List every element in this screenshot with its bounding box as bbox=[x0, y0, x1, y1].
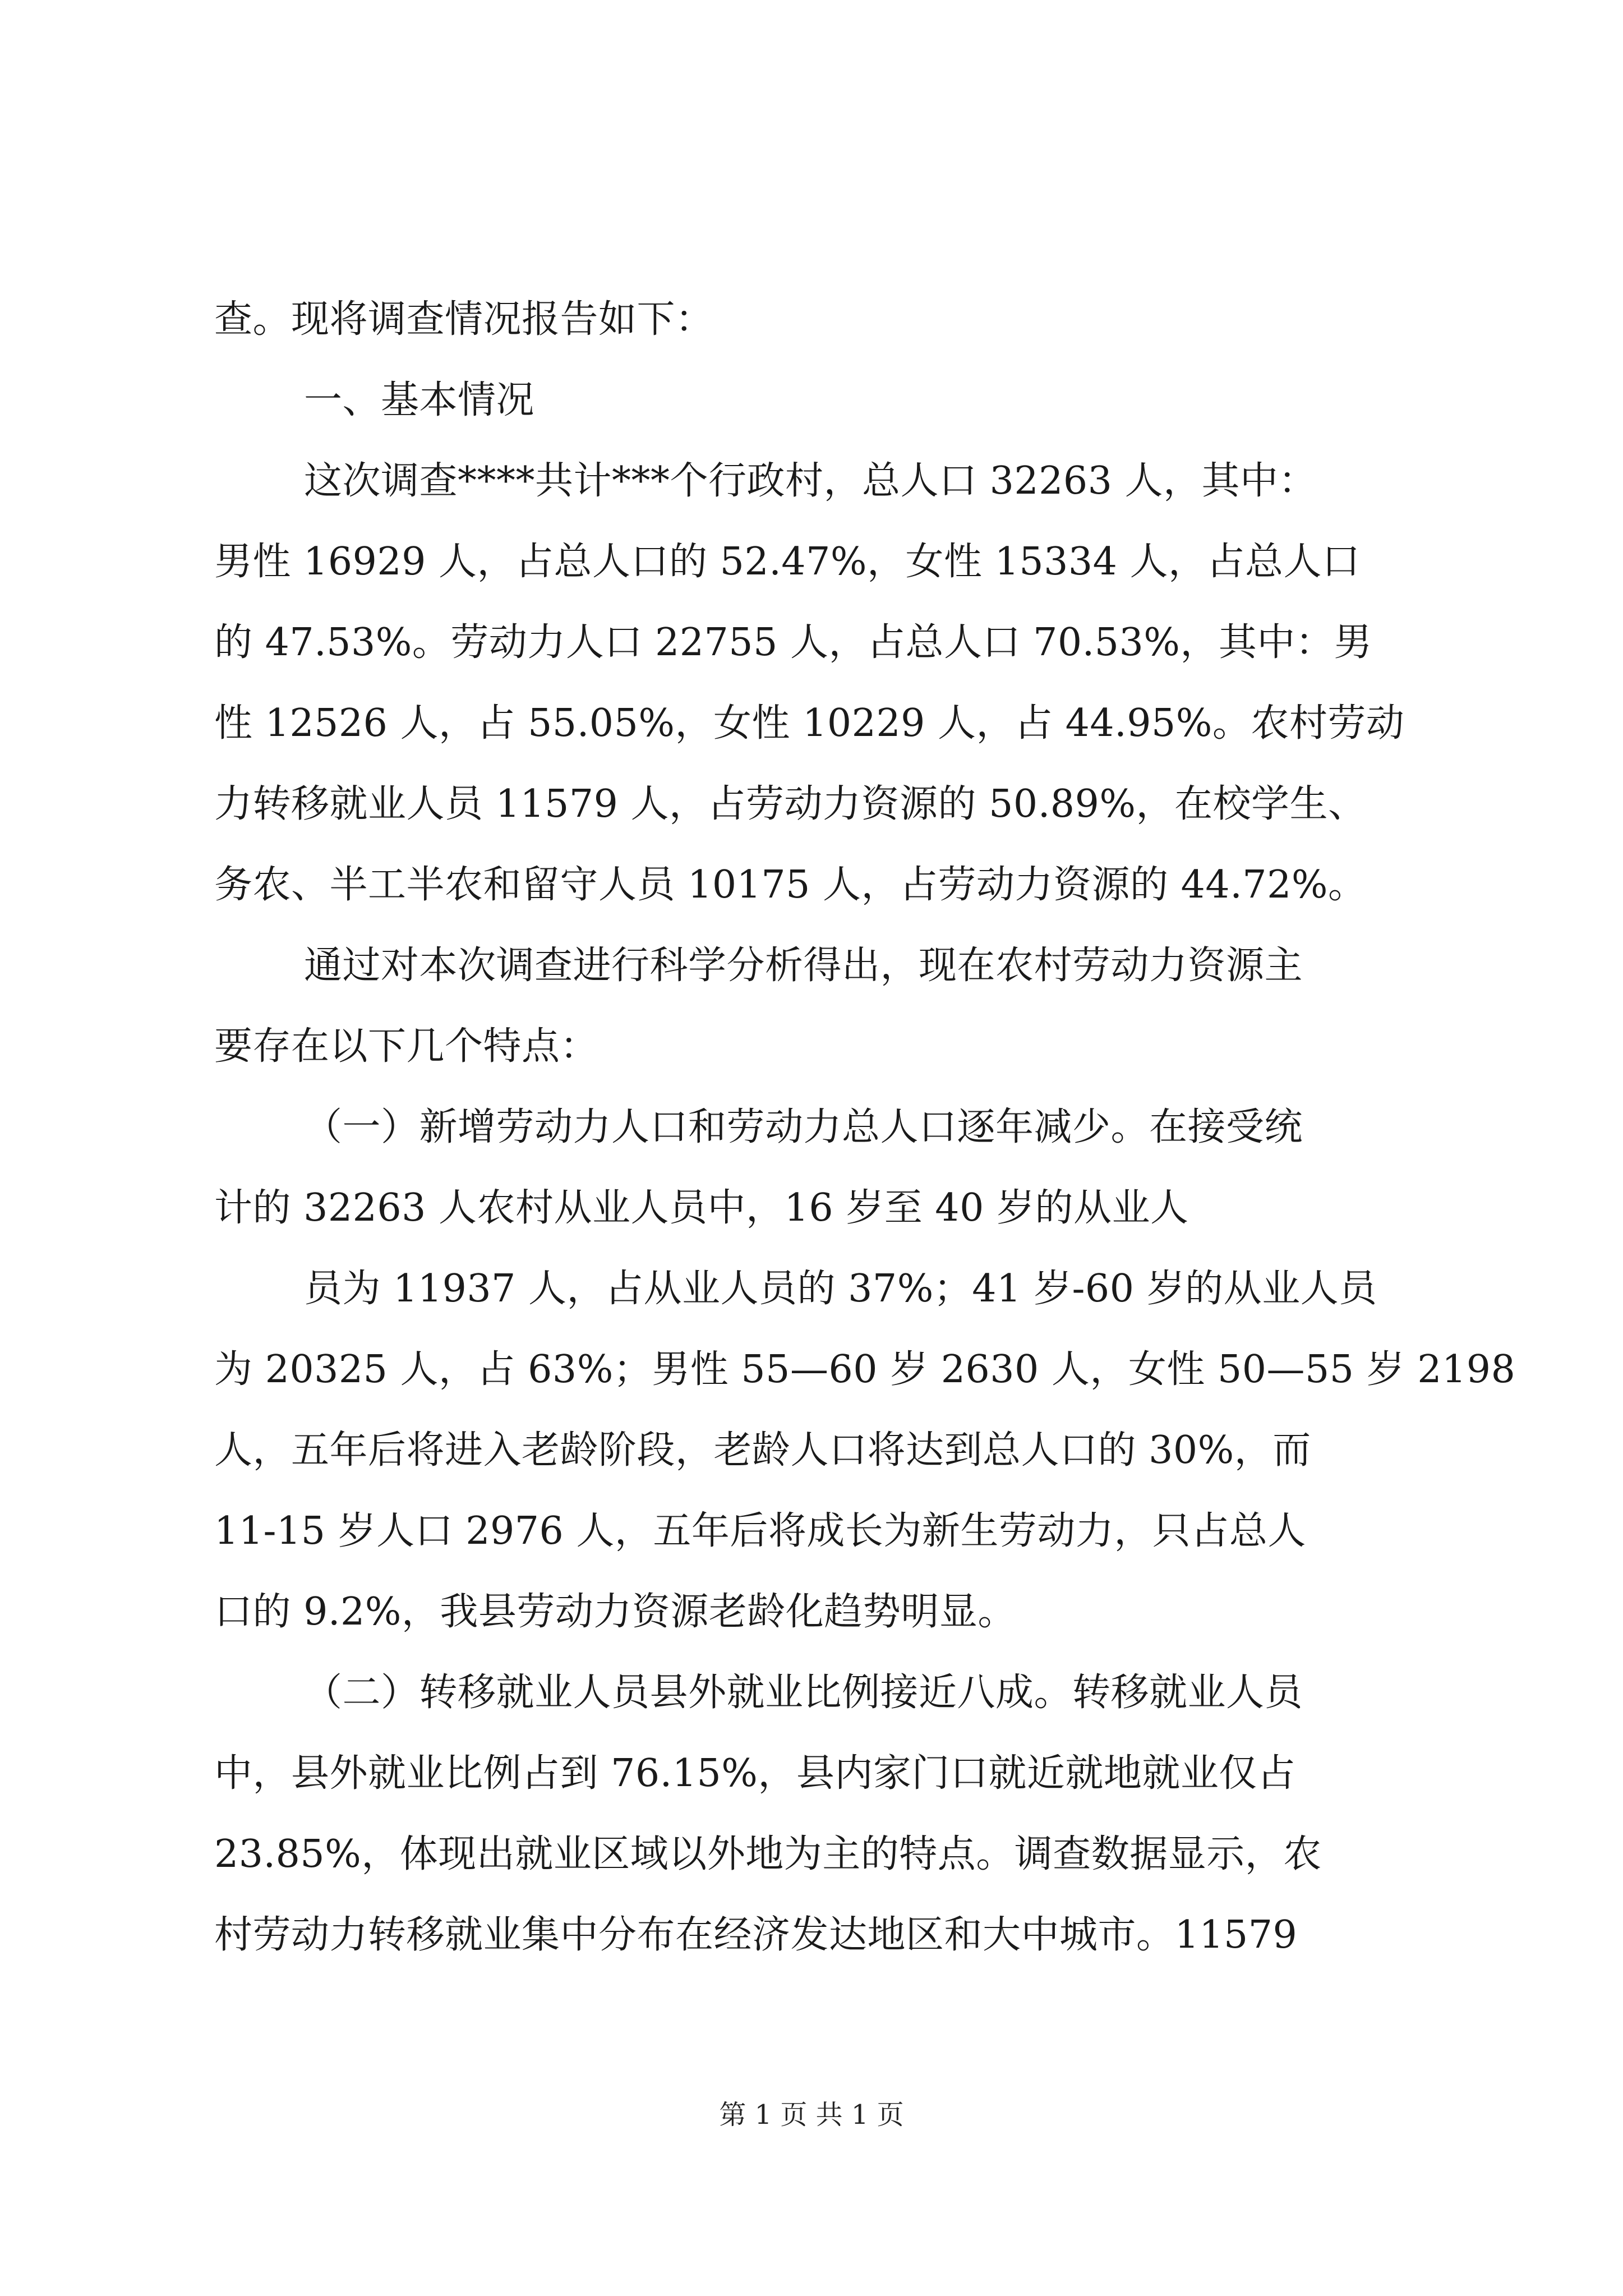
subsection-heading: （二）转移就业人员县外就业比例接近八成。转移就业人员 bbox=[304, 1671, 1303, 1715]
text-line: 口的 9.2%，我县劳动力资源老龄化趋势明显。 bbox=[214, 1590, 1016, 1634]
section-heading: 一、基本情况 bbox=[304, 378, 535, 422]
text-line: 性 12526 人，占 55.05%，女性 10229 人，占 44.95%。农村劳动 bbox=[214, 701, 1405, 746]
text-line: 中，县外就业比例占到 76.15%，县内家门口就近就地就业仅占 bbox=[214, 1751, 1296, 1796]
text-line: 村劳动力转移就业集中分布在经济发达地区和大中城市。11579 bbox=[214, 1913, 1298, 1957]
text-line: 务农、半工半农和留守人员 10175 人，占劳动力资源的 44.72%。 bbox=[214, 863, 1367, 907]
text-line: 员为 11937 人，占从业人员的 37%；41 岁-60 岁的从业人员 bbox=[304, 1267, 1377, 1311]
text-line: 这次调查****共计***个行政村，总人口 32263 人，其中： bbox=[304, 459, 1317, 503]
text-line: 通过对本次调查进行科学分析得出，现在农村劳动力资源主 bbox=[304, 944, 1303, 988]
text-line: 男性 16929 人，占总人口的 52.47%，女性 15334 人，占总人口 bbox=[214, 540, 1361, 584]
text-line: 的 47.53%。劳动力人口 22755 人，占总人口 70.53%，其中：男 bbox=[214, 620, 1372, 665]
text-line: 要存在以下几个特点： bbox=[214, 1024, 599, 1069]
page-footer: 第 1 页 共 1 页 bbox=[719, 2099, 904, 2131]
text-line: 力转移就业人员 11579 人，占劳动力资源的 50.89%，在校学生、 bbox=[214, 782, 1367, 826]
text-line: 23.85%，体现出就业区域以外地为主的特点。调查数据显示，农 bbox=[214, 1832, 1322, 1876]
text-line: 人，五年后将进入老龄阶段，老龄人口将达到总人口的 30%，而 bbox=[214, 1428, 1311, 1473]
subsection-heading: （一）新增劳动力人口和劳动力总人口逐年减少。在接受统 bbox=[304, 1105, 1303, 1149]
text-line: 计的 32263 人农村从业人员中，16 岁至 40 岁的从业人 bbox=[214, 1186, 1189, 1230]
text-line: 11-15 岁人口 2976 人，五年后将成长为新生劳动力，只占总人 bbox=[214, 1509, 1306, 1553]
text-line: 查。现将调查情况报告如下： bbox=[214, 297, 714, 342]
text-line: 为 20325 人，占 63%；男性 55—60 岁 2630 人，女性 50—55 岁 2198 bbox=[214, 1347, 1516, 1392]
